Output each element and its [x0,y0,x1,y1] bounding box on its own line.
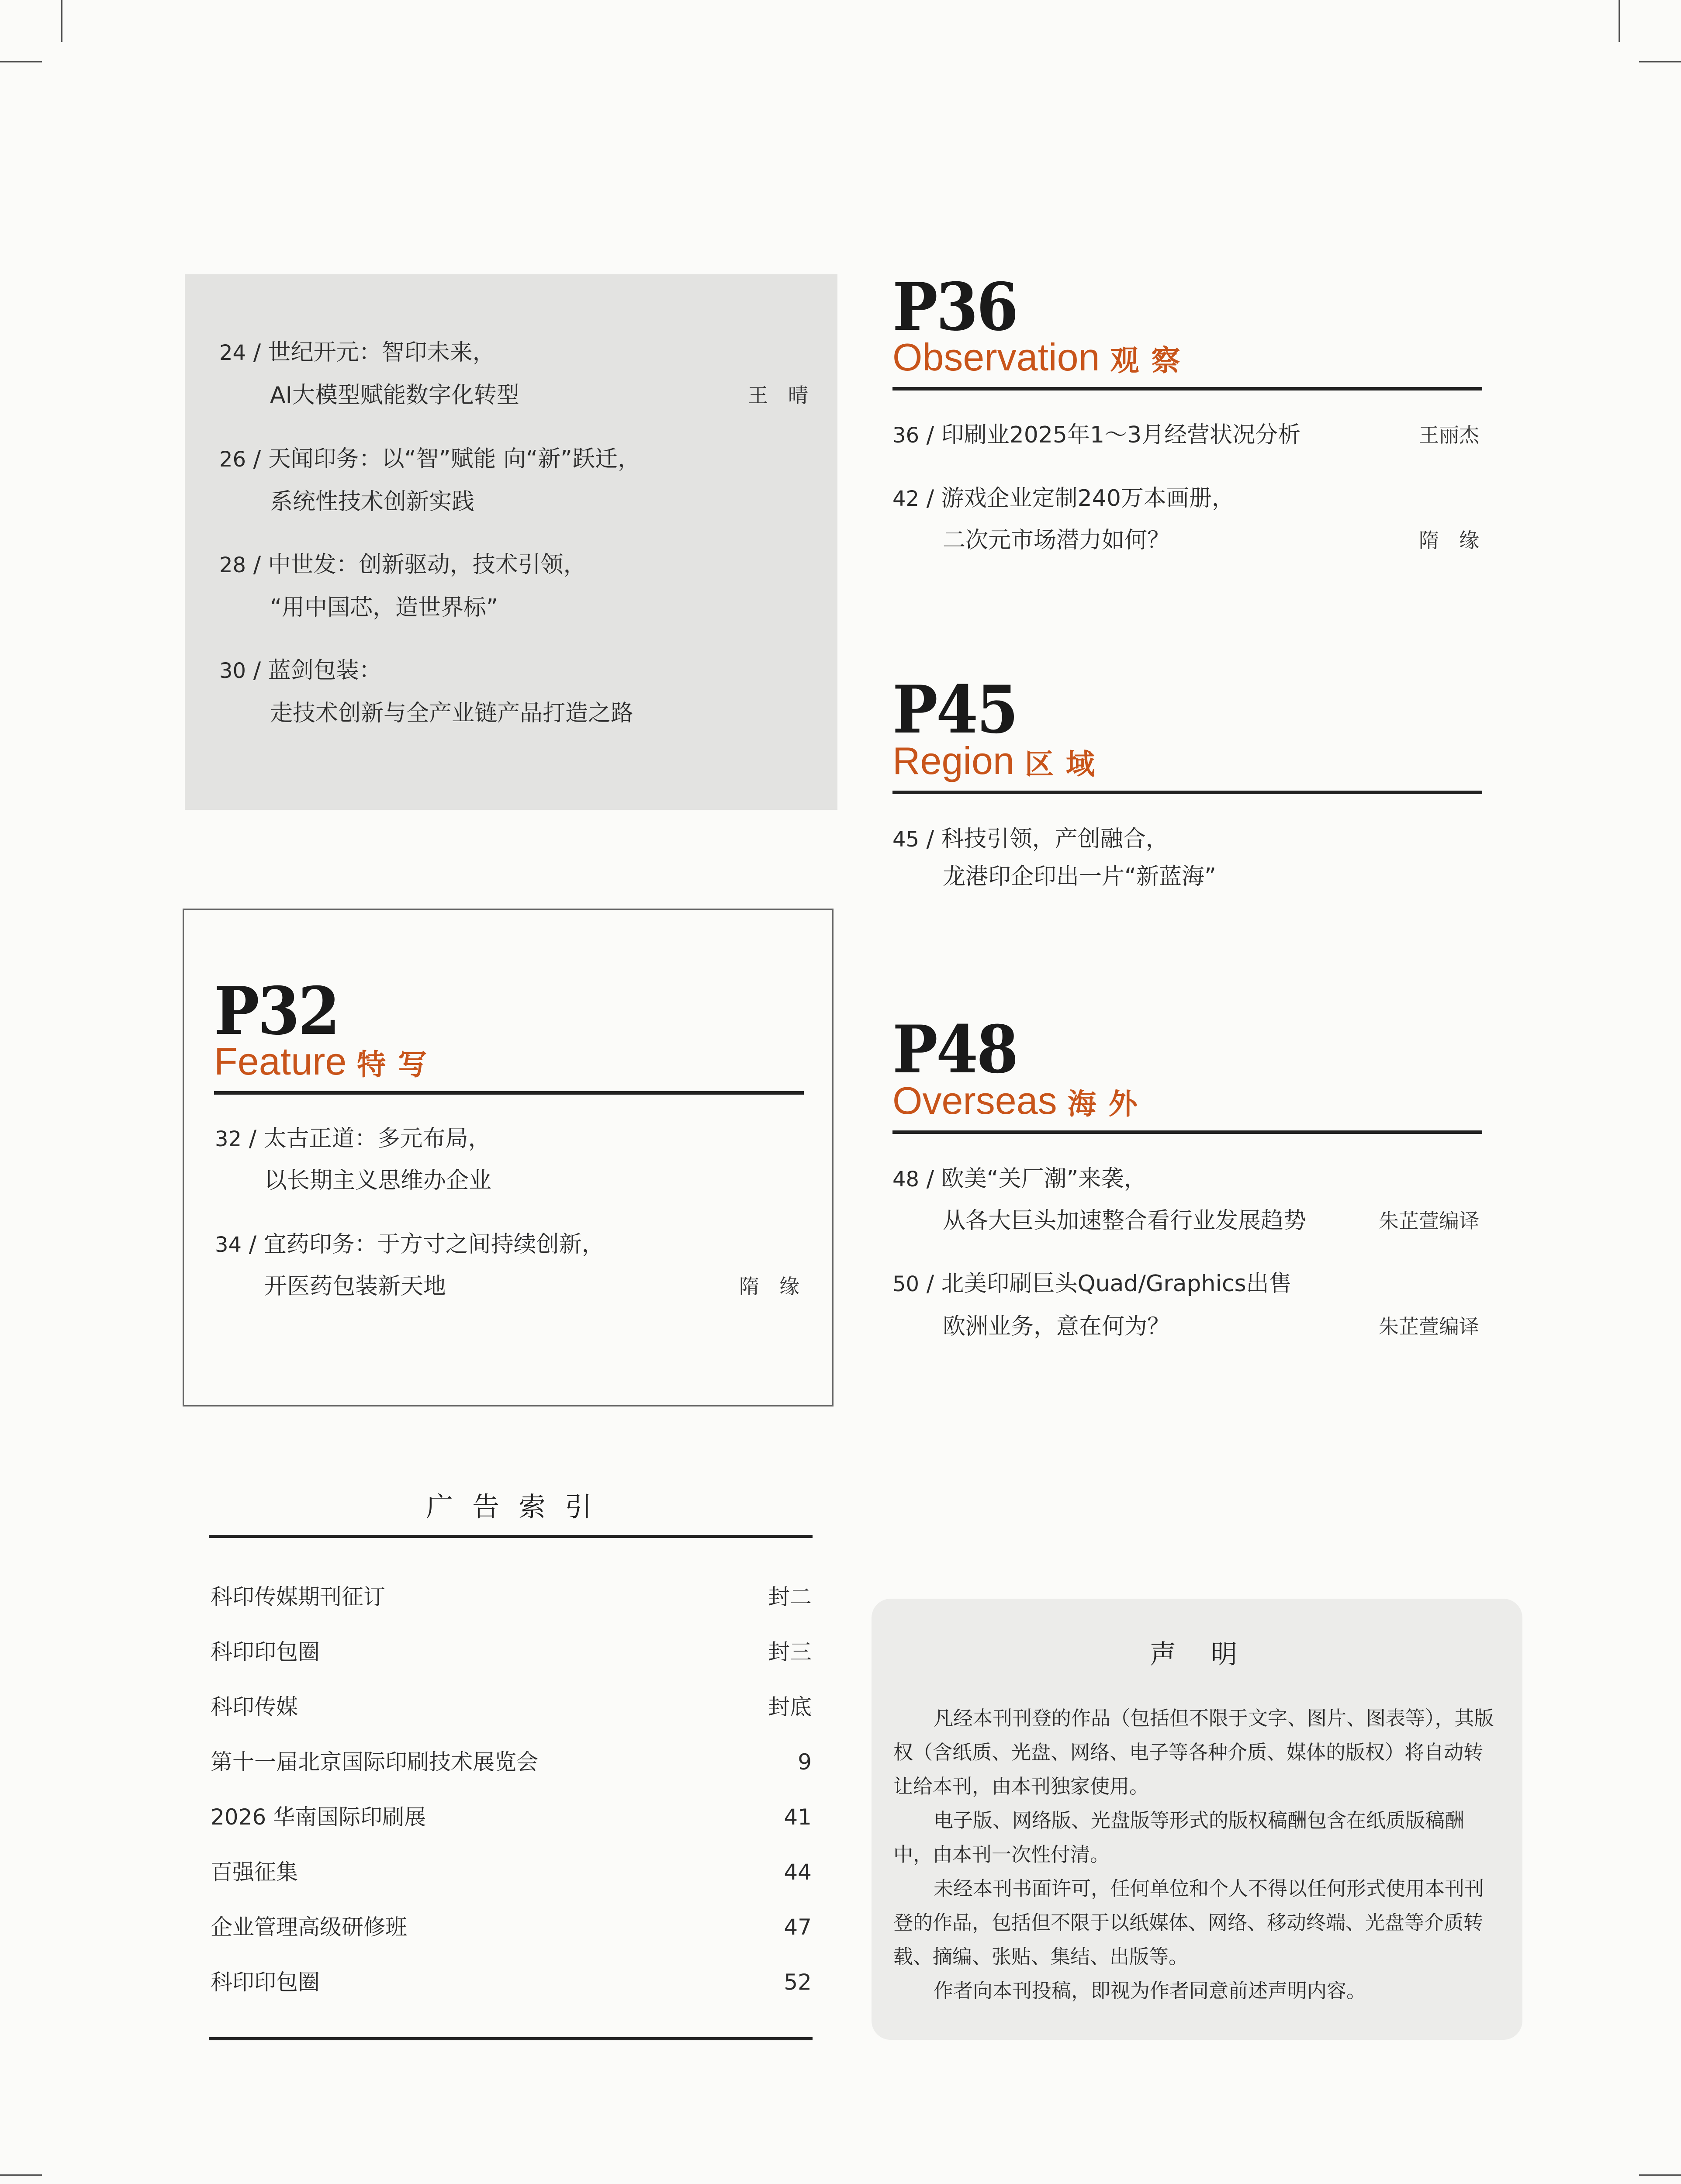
crop-mark [1639,2174,1681,2176]
toc-item[interactable]: 50 / 北美印刷巨头Quad/Graphics出售 [892,1271,1292,1297]
ad-row-page: 41 [784,1804,812,1830]
section-rule [892,387,1482,390]
toc-author: 朱芷萱编译 [1379,1315,1479,1338]
ad-row-name[interactable]: 科印传媒 [211,1694,298,1720]
toc-item-line2: 龙港印企印出一片“新蓝海” [943,864,1216,890]
toc-item-line2: 系统性技术创新实践 [270,489,475,515]
toc-item[interactable]: 32 / 太古正道：多元布局， [215,1126,491,1152]
toc-item-line2: 走技术创新与全产业链产品打造之路 [270,700,634,726]
crop-mark [0,2174,42,2176]
declaration-title: 声明 [1150,1639,1272,1670]
ad-row-name[interactable]: 科印印包圈 [211,1970,320,1995]
section-rule [892,1130,1482,1134]
ad-row-name[interactable]: 第十一届北京国际印刷技术展览会 [211,1749,538,1775]
ad-row-name[interactable]: 百强征集 [211,1859,298,1885]
ad-row-page: 44 [784,1859,812,1885]
declaration-paragraph: 作者向本刊投稿，即视为作者同意前述声明内容。 [934,1979,1366,2002]
ad-index-title: 广告索引 [426,1491,612,1523]
section-rule [214,1091,804,1095]
ad-row-page: 封三 [768,1639,812,1665]
ad-row-page: 9 [798,1749,812,1775]
toc-item[interactable]: 24 / 世纪开元：智印未来， [219,339,495,366]
section-title: Feature 特写 [214,1040,439,1083]
ad-row-page: 52 [784,1970,812,1995]
section-page-number: P45 [892,671,1017,748]
section-page-number: P36 [892,269,1017,346]
ad-index-top-rule [209,1535,813,1538]
ad-row-name[interactable]: 科印传媒期刊征订 [211,1584,385,1610]
section-title: Region 区域 [892,739,1107,782]
toc-item-line2: “用中国芯，造世界标” [270,594,498,621]
ad-row-page: 封底 [768,1694,812,1720]
section-page-number: P32 [214,973,339,1050]
section-page-number: P48 [892,1011,1017,1088]
section-rule [892,791,1482,794]
declaration-paragraph: 凡经本刊刊登的作品（包括但不限于文字、图片、图表等），其版权（含纸质、光盘、网络、电子等各种介质、媒体的版权）将自动转让给本刊，由本刊独家使用。 [893,1707,1494,1798]
toc-item[interactable]: 42 / 游戏企业定制240万本画册， [892,485,1235,511]
ad-row-page: 封二 [768,1584,812,1610]
toc-item[interactable]: 48 / 欧美“关厂潮”来袭， [892,1166,1147,1192]
toc-author: 王 晴 [748,384,808,407]
section-title: Observation 观察 [892,335,1193,379]
toc-item-line2: 从各大巨头加速整合看行业发展趋势 [943,1208,1307,1234]
toc-item[interactable]: 45 / 科技引领，产创融合， [892,826,1169,852]
toc-item[interactable]: 26 / 天闻印务：以“智”赋能 向“新”跃迁， [219,446,640,472]
toc-item-line2: 二次元市场潜力如何？ [943,527,1170,553]
ad-row-name[interactable]: 科印印包圈 [211,1639,320,1665]
toc-author: 隋 缘 [1419,529,1479,552]
ad-row-page: 47 [784,1914,812,1940]
toc-author: 隋 缘 [739,1275,799,1298]
section-title: Overseas 海外 [892,1079,1150,1122]
toc-item[interactable]: 34 / 宜药印务：于方寸之间持续创新， [215,1231,605,1258]
crop-mark [1639,61,1681,62]
declaration-paragraph: 未经本刊书面许可，任何单位和个人不得以任何形式使用本刊刊登的作品，包括但不限于以纸媒体、网络、移动终端、光盘等介质转载、摘编、张贴、集结、出版等。 [893,1877,1484,1968]
toc-author: 朱芷萱编译 [1379,1209,1479,1233]
toc-author: 王丽杰 [1419,423,1479,447]
toc-item-line2: 以长期主义思维办企业 [264,1168,492,1194]
toc-item[interactable]: 30 / 蓝剑包装： [219,657,382,684]
ad-index-bottom-rule [209,2037,813,2040]
crop-mark [1619,0,1620,42]
toc-item-line2: 欧洲业务，意在何为？ [943,1313,1170,1340]
toc-item[interactable]: 28 / 中世发：创新驱动，技术引领， [219,552,586,578]
crop-mark [61,0,62,42]
ad-row-name[interactable]: 企业管理高级研修班 [211,1914,407,1940]
declaration-paragraph: 电子版、网络版、光盘版等形式的版权稿酬包含在纸质版稿酬中，由本刊一次性付清。 [893,1809,1465,1866]
toc-item-line2: AI大模型赋能数字化转型 [270,382,519,408]
toc-item[interactable]: 36 / 印刷业2025年1～3月经营状况分析 [892,422,1301,448]
toc-item-line2: 开医药包装新天地 [264,1273,446,1299]
ad-row-name[interactable]: 2026 华南国际印刷展 [211,1804,426,1830]
crop-mark [0,61,42,62]
